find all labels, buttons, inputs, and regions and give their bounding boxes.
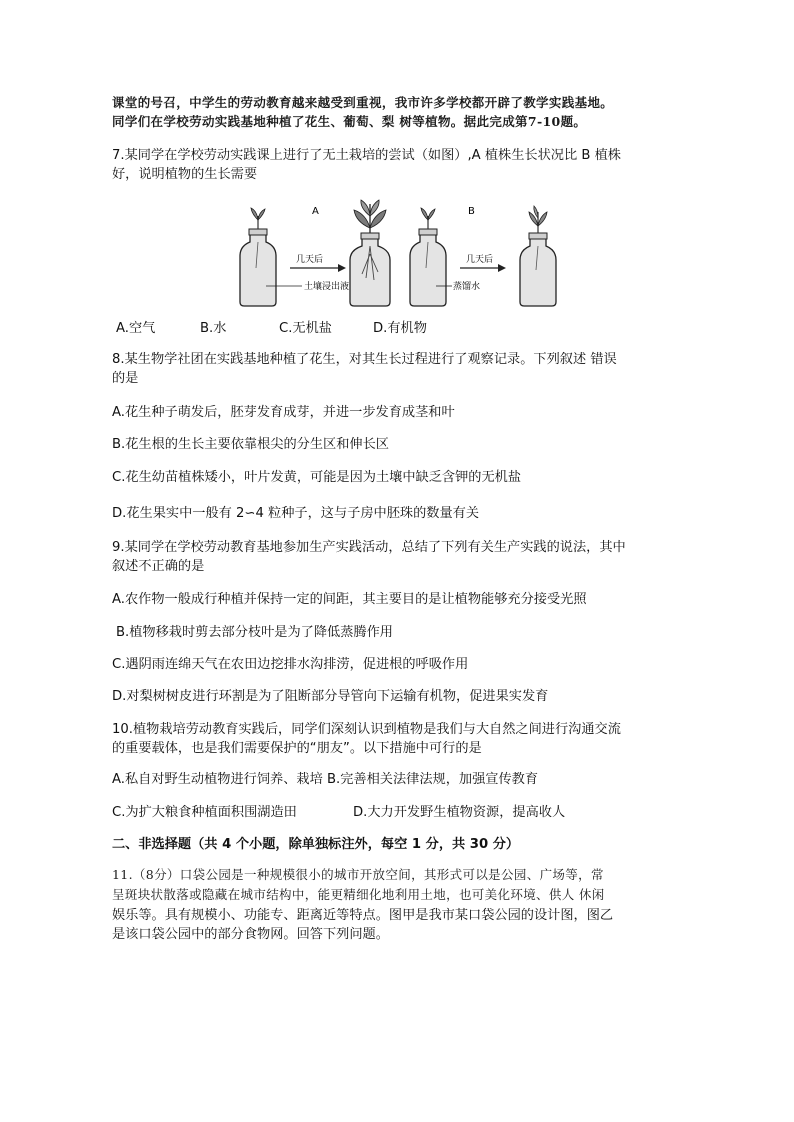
- q7-option-d[interactable]: D.有机物: [373, 321, 427, 336]
- q8-option-d[interactable]: D.花生果实中一般有 2∽4 粒种子，这与子房中胚珠的数量有关: [112, 506, 480, 521]
- q8-option-a[interactable]: A.花生种子萌发后，胚芽发育成芽，并进一步发育成茎和叶: [112, 405, 455, 420]
- q8-option-c[interactable]: C.花生幼苗植株矮小，叶片发黄，可能是因为土壤中缺乏含钾的无机盐: [112, 470, 522, 485]
- jar-a-after: [350, 200, 390, 306]
- arrow-label-1: 几天后: [296, 255, 324, 265]
- q8-stem-line-2: 的是: [112, 371, 139, 386]
- figure-label-a: A: [312, 206, 319, 217]
- q7-option-c[interactable]: C.无机盐: [279, 321, 332, 336]
- q10-stem-line-1: 10.植物栽培劳动教育实践后，同学们深刻认识到植物是我们与大自然之间进行沟通交流: [112, 722, 621, 737]
- q10-options-a-b[interactable]: A.私自对野生动植物进行饲养、栽培 B.完善相关法律法规，加强宣传教育: [112, 772, 539, 787]
- q7-option-a[interactable]: A.空气: [116, 321, 156, 336]
- q11-line-2: 呈斑块状散落或隐藏在城市结构中，能更精细化地利用土地，也可美化环境、供人 休闲: [112, 887, 605, 902]
- arrow-1-head: [338, 264, 346, 272]
- q7-option-b[interactable]: B.水: [200, 321, 227, 336]
- q9-option-b[interactable]: B.植物移栽时剪去部分枝叶是为了降低蒸腾作用: [116, 625, 393, 640]
- q9-option-a[interactable]: A.农作物一般成行种植并保持一定的间距，其主要目的是让植物能够充分接受光照: [112, 592, 587, 607]
- q10-option-d[interactable]: D.大力开发野生植物资源，提高收人: [353, 805, 566, 820]
- jar-a-before: [240, 208, 276, 306]
- liquid-label-1: 土壤浸出液: [304, 282, 350, 292]
- intro-line-2: 同学们在学校劳动实践基地种植了花生、葡萄、梨 树等植物。据此完成第7-10题。: [112, 114, 587, 129]
- q9-stem-line-2: 叙述不正确的是: [112, 559, 205, 574]
- arrow-label-2: 几天后: [466, 255, 494, 265]
- figure-label-b: B: [468, 206, 475, 217]
- q9-option-c[interactable]: C.遇阴雨连绵天气在农田边挖排水沟排涝，促进根的呼吸作用: [112, 657, 469, 672]
- q11-line-1: 11.（8分）口袋公园是一种规模很小的城市开放空间，其形式可以是公园、广场等，常: [112, 867, 604, 882]
- q7-stem-line-1: 7.某同学在学校劳动实践课上进行了无土栽培的尝试（如图）,A 植株生长状况比 B 植株: [112, 148, 621, 163]
- q11-line-4: 是该口袋公园中的部分食物网。回答下列问题。: [112, 927, 389, 942]
- q8-stem-line-1: 8.某生物学社团在实践基地种植了花生，对其生长过程进行了观察记录。下列叙述 错误: [112, 352, 617, 367]
- arrow-2-head: [498, 264, 506, 272]
- q9-stem-line-1: 9.某同学在学校劳动教育基地参加生产实践活动，总结了下列有关生产实践的说法，其中: [112, 540, 626, 555]
- q8-option-b[interactable]: B.花生根的生长主要依靠根尖的分生区和伸长区: [112, 437, 389, 452]
- jar-b-after: [520, 206, 556, 306]
- jar-b-before: [410, 208, 446, 306]
- intro-line-1: 课堂的号召，中学生的劳动教育越来越受到重视，我市许多学校都开辟了教学实践基地。: [112, 95, 614, 110]
- liquid-label-2: 蒸馏水: [453, 282, 481, 292]
- q10-option-c[interactable]: C.为扩大粮食种植面积围湖造田: [112, 805, 297, 820]
- hydroponics-figure: [230, 198, 570, 310]
- q11-line-3: 娱乐等。具有规模小、功能专、距离近等特点。图甲是我市某口袋公园的设计图，图乙: [112, 908, 614, 923]
- q9-option-d[interactable]: D.对梨树树皮进行环割是为了阻断部分导管向下运输有机物，促进果实发育: [112, 689, 549, 704]
- q7-stem-line-2: 好，说明植物的生长需要: [112, 167, 258, 182]
- q10-stem-line-2: 的重要载体，也是我们需要保护的“朋友”。以下措施中可行的是: [112, 741, 482, 756]
- section-2-title: 二、非选择题（共 4 个小题，除单独标注外，每空 1 分，共 30 分）: [112, 837, 520, 852]
